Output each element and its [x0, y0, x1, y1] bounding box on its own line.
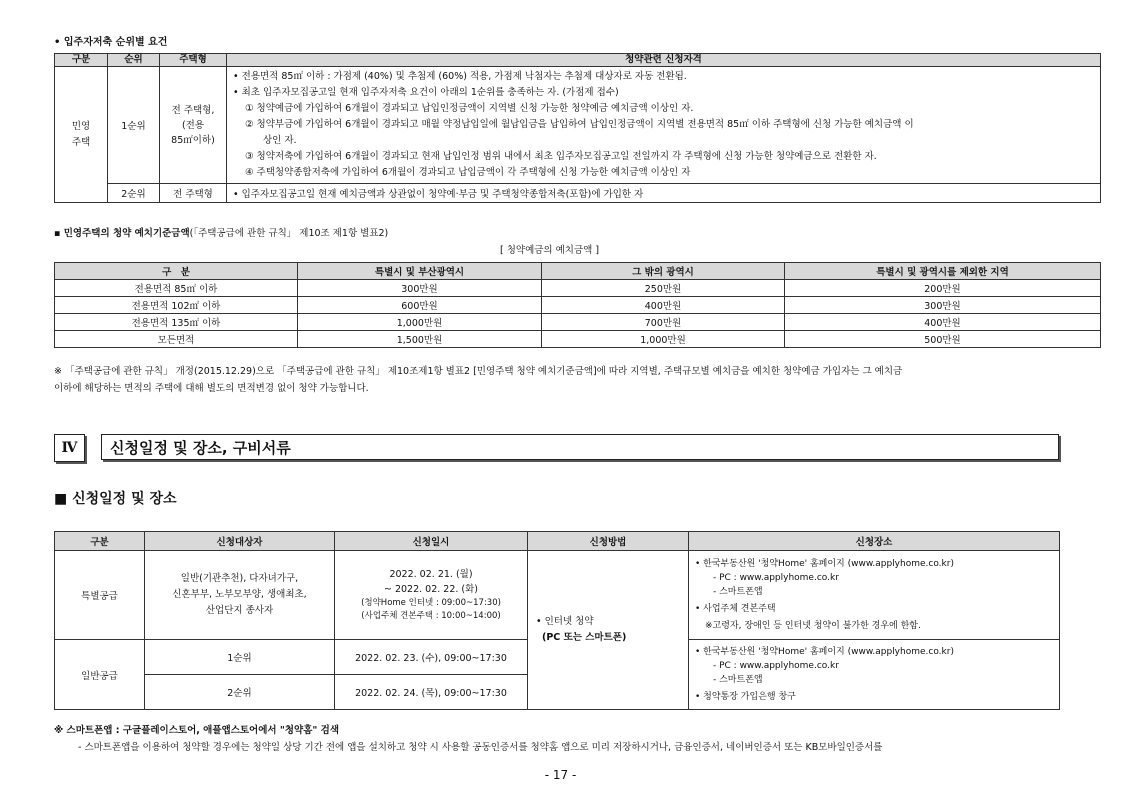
header-place: 신청장소 [689, 532, 1060, 551]
table-cell: 1,000만원 [542, 331, 785, 348]
special-date-sub: (청약Home 인터넷 : 09:00~17:30) (사업주체 견본주택 : 10:00~14:00) [361, 598, 501, 621]
deposit-note-line1: ※ 「주택공급에 관한 규칙」 개정(2015.12.29)으로 「주택공급에 관한 규칙」 제10조제1항 별표2 [민영주택 청약 예치기준금액]에 따라 지역별, 주택규모별 예치금을 예치한 청약예금 가입자는 그 예치금 [54, 366, 903, 377]
table-row [55, 67, 1101, 184]
general-rank2-date: 2022. 02. 24. (목), 09:00~17:30 [335, 675, 528, 710]
header-qualification: 청약관련 신청자격 [227, 54, 1101, 67]
table-cell: 전용면적 102㎡ 이하 [55, 297, 298, 314]
header-other-metro: 그 밖의 광역시 [542, 263, 785, 280]
place-line: • 한국부동산원 '청약Home' 홈페이지 (www.applyhome.co.kr) [695, 647, 954, 657]
rank2-qualification: • 입주자모집공고일 현재 예치금액과 상관없이 청약예·부금 및 주택청약종합저축(포함)에 가입한 자 [227, 184, 1101, 203]
table-cell: 1,500만원 [298, 331, 542, 348]
general-rank1: 1순위 [145, 640, 335, 675]
table-cell: 전용면적 85㎡ 이하 [55, 280, 298, 297]
rank2-housing-type: 전 주택형 [160, 184, 227, 203]
header-housing-type: 주택형 [160, 54, 227, 67]
qualification-line: 상인 자. [263, 135, 297, 146]
qualification-line: • 최초 입주자모집공고일 현재 입주자저축 요건이 아래의 1순위를 충족하는 자. (가점제 접수) [233, 87, 619, 98]
smartphone-note-line: - 스마트폰앱을 이용하여 청약할 경우에는 청약일 상당 기간 전에 앱을 설치하고 청약 시 사용할 공동인증서를 청약홈 앱으로 미리 저장하시거나, 금융인증서, 네이버인증서 또는 KB모바일인증서를 [78, 742, 883, 753]
table-cell: 250만원 [542, 280, 785, 297]
method-text: • 인터넷 청약 [536, 616, 594, 627]
place-line: • 한국부동산원 '청약Home' 홈페이지 (www.applyhome.co.kr) [695, 559, 954, 569]
rank1-qualification [227, 67, 1101, 184]
rank1-housing-type: 전 주택형, (전용 85㎡이하) [160, 67, 227, 184]
method-bold: (PC 또는 스마트폰) [542, 632, 627, 643]
place-line: - PC : www.applyhome.co.kr [713, 661, 839, 671]
qualification-line: ④ 주택청약종합저축에 가입하여 6개월이 경과되고 납입금액이 각 주택형에 신청 가능한 예치금액 이상인 자 [245, 167, 691, 178]
table-cell: 300만원 [785, 297, 1101, 314]
rank2-label: 2순위 [108, 184, 160, 203]
table-row [55, 297, 1101, 314]
qualification-line: • 전용면적 85㎡ 이하 : 가점제 (40%) 및 추첨제 (60%) 적용, 가점제 낙첨자는 추첨제 대상자로 자동 전환됨. [233, 71, 687, 82]
general-supply-place [689, 640, 1060, 710]
table-row [55, 551, 1060, 640]
place-line: - 스마트폰앱 [713, 675, 763, 685]
deposit-heading-rest: (「주택공급에 관한 규칙」 제10조 제1항 별표2) [189, 228, 389, 239]
special-supply-label: 특별공급 [55, 551, 145, 640]
table-header-row [55, 532, 1060, 551]
table-cell: 1,000만원 [298, 314, 542, 331]
table-cell: 400만원 [785, 314, 1101, 331]
deposit-table [54, 262, 1101, 348]
place-line: • 사업주체 견본주택 [695, 604, 776, 614]
table-row [55, 184, 1101, 203]
header-area: 구 분 [55, 263, 298, 280]
table-header-row [55, 54, 1101, 67]
table-cell: 200만원 [785, 280, 1101, 297]
special-supply-target: 일반(기관추천), 다자녀가구, 신혼부부, 노부모부양, 생애최초, 산업단지 종사자 [145, 551, 335, 640]
header-date: 신청일시 [335, 532, 528, 551]
header-other-regions: 특별시 및 광역시를 제외한 지역 [785, 263, 1101, 280]
special-supply-date [335, 551, 528, 640]
schedule-table [54, 531, 1060, 710]
header-category: 구분 [55, 532, 145, 551]
place-line: ※고령자, 장애인 등 인터넷 청약이 불가한 경우에 한함. [705, 621, 921, 631]
table-header-row [55, 263, 1101, 280]
page-number: - 17 - [544, 768, 577, 782]
section-heading-rank-requirements: • 입주자저축 순위별 요건 [54, 37, 168, 48]
smartphone-note-bold: ※ 스마트폰앱 : 구글플레이스토어, 애플앱스토어에서 "청약홈" 검색 [54, 725, 339, 736]
general-rank1-date: 2022. 02. 23. (수), 09:00~17:30 [335, 640, 528, 675]
header-target: 신청대상자 [145, 532, 335, 551]
table-cell: 700만원 [542, 314, 785, 331]
rank-requirements-table [54, 53, 1101, 203]
group-private-housing: 민영 주택 [55, 67, 108, 203]
special-supply-place [689, 551, 1060, 640]
table-cell: 모든면적 [55, 331, 298, 348]
apply-method [528, 551, 689, 710]
deposit-note [54, 363, 1101, 397]
table-cell: 500만원 [785, 331, 1101, 348]
header-seoul-busan: 특별시 및 부산광역시 [298, 263, 542, 280]
place-line: - PC : www.applyhome.co.kr [713, 573, 839, 583]
chapter-number: Ⅳ [54, 434, 85, 462]
table-cell: 전용면적 135㎡ 이하 [55, 314, 298, 331]
table-cell: 600만원 [298, 297, 542, 314]
deposit-note-line2: 이하에 해당하는 면적의 주택에 대해 별도의 면적변경 없이 청약 가능합니다. [54, 383, 369, 394]
special-date-main: 2022. 02. 21. (월) ~ 2022. 02. 22. (화) [383, 569, 479, 595]
deposit-heading-bold: ▪ 민영주택의 청약 예치기준금액 [54, 228, 190, 239]
header-rank: 순위 [108, 54, 160, 67]
deposit-heading [54, 225, 388, 239]
qualification-line: ③ 청약저축에 가입하여 6개월이 경과되고 현재 납입인정 범위 내에서 최초 입주자모집공고일 전일까지 각 주택형에 신청 가능한 청약예금으로 전환한 자. [245, 151, 877, 162]
rank1-label: 1순위 [108, 67, 160, 184]
general-rank2: 2순위 [145, 675, 335, 710]
chapter-title: 신청일정 및 장소, 구비서류 [101, 434, 1059, 460]
table-row [55, 314, 1101, 331]
table-cell: 400만원 [542, 297, 785, 314]
place-line: - 스마트폰앱 [713, 587, 763, 597]
deposit-subcaption: [ 청약예금의 예치금액 ] [500, 245, 600, 256]
schedule-subheading: ■ 신청일정 및 장소 [54, 491, 177, 507]
general-supply-label: 일반공급 [55, 640, 145, 710]
table-cell: 300만원 [298, 280, 542, 297]
table-row [55, 331, 1101, 348]
qualification-line: ① 청약예금에 가입하여 6개월이 경과되고 납입인정금액이 지역별 신청 가능한 청약예금 예치금액 이상인 자. [245, 103, 694, 114]
header-category: 구분 [55, 54, 108, 67]
table-row [55, 280, 1101, 297]
place-line: • 청약통장 가입은행 창구 [695, 692, 796, 702]
header-method: 신청방법 [528, 532, 689, 551]
qualification-line: ② 청약부금에 가입하여 6개월이 경과되고 매월 약정납입일에 월납입금을 납입하여 납입인정금액이 지역별 전용면적 85㎡ 이하 주택형에 신청 가능한 예치금액 이 [245, 119, 914, 130]
